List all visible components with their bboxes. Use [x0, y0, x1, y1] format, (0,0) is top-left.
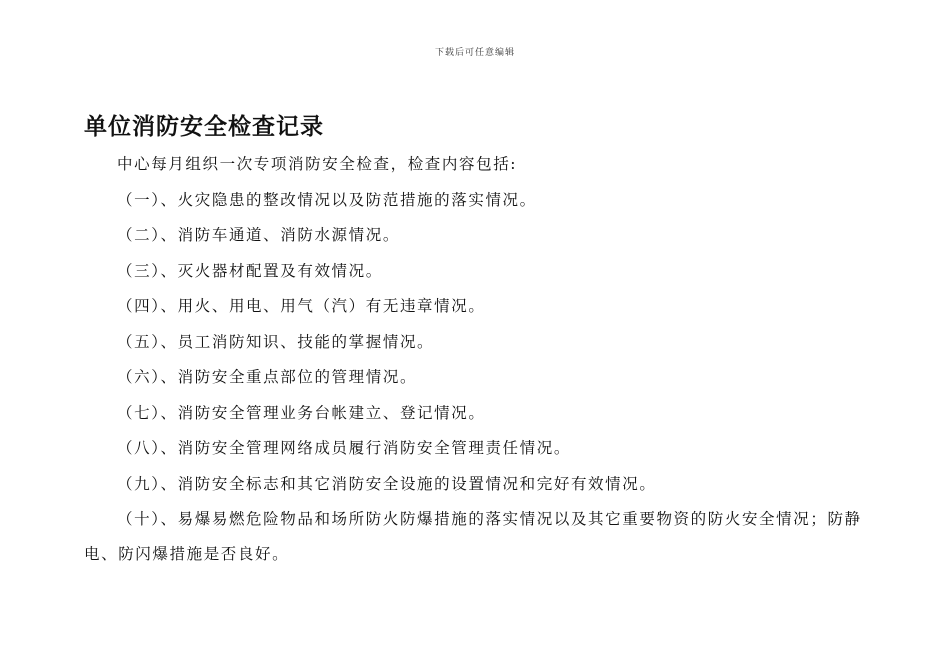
list-item: （五）、员工消防知识、技能的掌握情况。 [117, 332, 435, 351]
list-item: （九）、消防安全标志和其它消防安全设施的设置情况和完好有效情况。 [117, 474, 657, 493]
header-note: 下载后可任意编辑 [434, 48, 515, 58]
list-item-last: （十）、易爆易燃危险物品和场所防火防爆措施的落实情况以及其它重要物资的防火安全情况；防静电、防闪爆措施是否良好。 [84, 510, 862, 563]
list-item: （六）、消防安全重点部位的管理情况。 [117, 368, 418, 386]
list-item: （一）、火灾隐患的整改情况以及防范措施的落实情况。 [117, 190, 537, 209]
list-item: （三）、灭火器材配置及有效情况。 [117, 261, 383, 280]
intro-paragraph: 中心每月组织一次专项消防安全检查，检查内容包括: [117, 155, 518, 173]
list-item: （八）、消防安全管理网络成员履行消防安全管理责任情况。 [117, 439, 571, 457]
list-item: （七）、消防安全管理业务台帐建立、登记情况。 [117, 403, 486, 422]
document-title: 单位消防安全检查记录 [84, 114, 324, 140]
list-item: （四）、用火、用电、用气（汽）有无违章情况。 [117, 297, 486, 315]
document-body [84, 147, 884, 572]
list-item: （二）、消防车通道、消防水源情况。 [117, 226, 400, 244]
